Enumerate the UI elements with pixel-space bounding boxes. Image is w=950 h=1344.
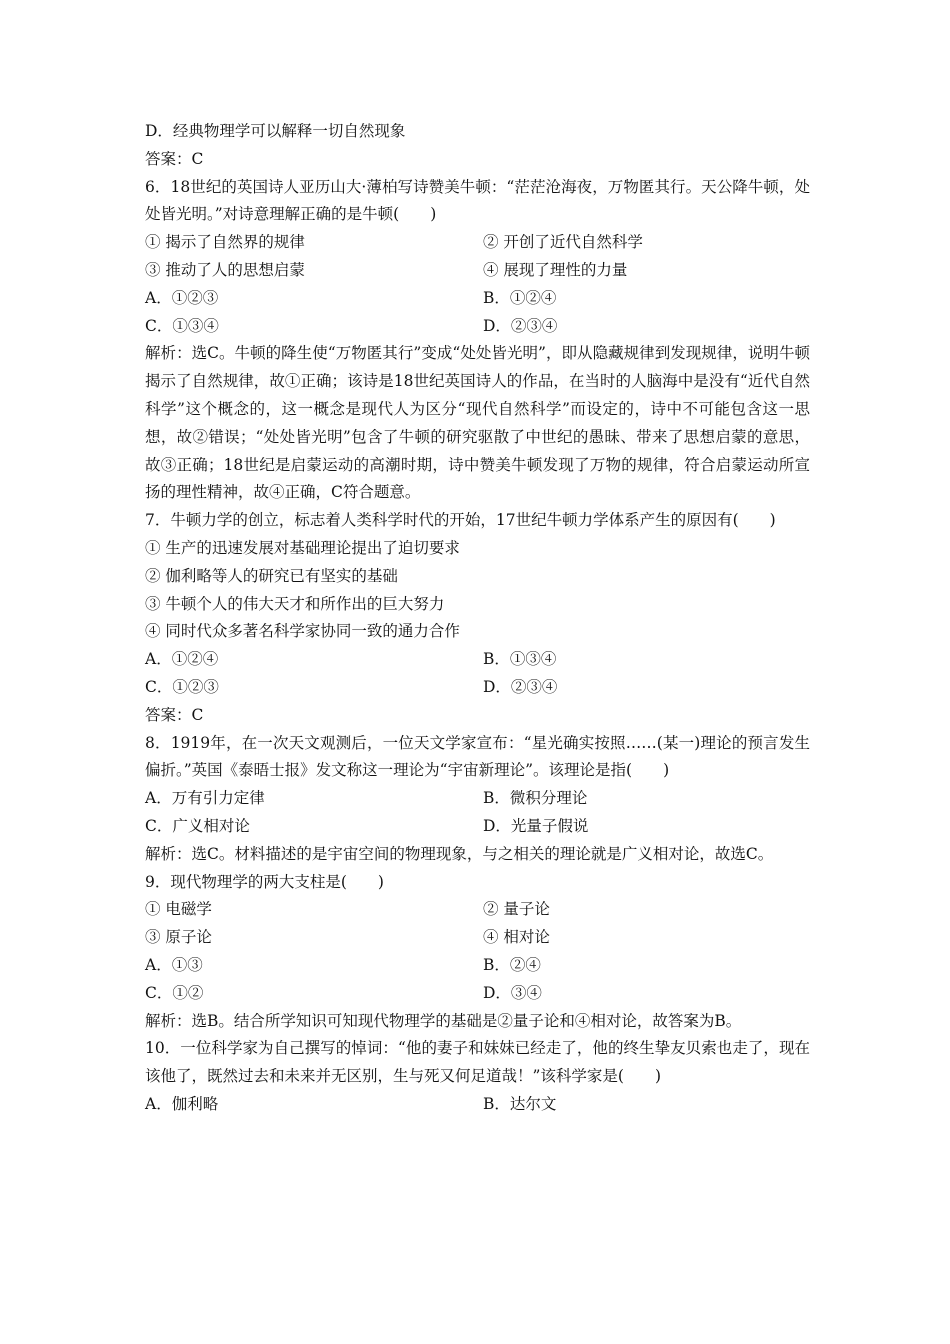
q5-option-d: D．经典物理学可以解释一切自然现象 — [145, 122, 406, 140]
q9-option-b: B．②④ — [483, 955, 541, 974]
q9-item-4: ④ 相对论 — [483, 928, 550, 947]
q9-items-row-2 — [145, 924, 810, 952]
q8-option-d: D．光量子假说 — [483, 816, 589, 835]
q9-options-row-1 — [145, 952, 810, 980]
q8-analysis: 解析：选C。材料描述的是宇宙空间的物理现象，与之相关的理论就是广义相对论，故选C。 — [145, 844, 774, 863]
q9-options-row-2 — [145, 980, 810, 1008]
q8-options-row-1 — [145, 785, 810, 813]
q8-options-row-2 — [145, 813, 810, 841]
q7-option-b: B．①③④ — [483, 650, 557, 669]
q6-option-d: D．②③④ — [483, 316, 558, 335]
q10-options-row-1 — [145, 1091, 810, 1119]
q7-option-a: A．①②④ — [145, 650, 219, 669]
q6-options-row-1 — [145, 285, 810, 313]
q9-option-c: C．①② — [145, 983, 204, 1002]
q6-option-b: B．①②④ — [483, 288, 557, 307]
q7-item-3: ③ 牛顿个人的伟大天才和所作出的巨大努力 — [145, 594, 445, 613]
q9-option-a: A．①③ — [145, 955, 203, 974]
q7-item-2: ② 伽利略等人的研究已有坚实的基础 — [145, 566, 398, 585]
q7-item-4: ④ 同时代众多著名科学家协同一致的通力合作 — [145, 622, 460, 641]
q6-items-row-2 — [145, 257, 810, 285]
q6-item-1: ① 揭示了自然界的规律 — [145, 233, 305, 252]
q6-option-c: C．①③④ — [145, 316, 219, 335]
q5-answer: 答案：C — [145, 149, 204, 168]
q6-item-3: ③ 推动了人的思想启蒙 — [145, 260, 305, 279]
q6-items-row-1 — [145, 229, 810, 257]
q9-item-1: ① 电磁学 — [145, 900, 212, 919]
q8-option-a: A．万有引力定律 — [145, 789, 265, 808]
q7-options-row-2 — [145, 674, 810, 702]
q8-stem: 8．1919年，在一次天文观测后，一位天文学家宣布：“星光确实按照……(某一)理论的预言发生偏折。”英国《泰晤士报》发文称这一理论为“宇宙新理论”。该理论是指( ) — [145, 733, 810, 780]
q9-analysis: 解析：选B。结合所学知识可知现代物理学的基础是②量子论和④相对论，故答案为B。 — [145, 1011, 742, 1030]
q9-item-3: ③ 原子论 — [145, 928, 212, 947]
q10-option-a: A．伽利略 — [145, 1094, 219, 1113]
q7-answer: 答案：C — [145, 705, 204, 724]
q7-item-1: ① 生产的迅速发展对基础理论提出了迫切要求 — [145, 538, 460, 557]
q9-option-d: D．③④ — [483, 983, 542, 1002]
q7-options-row-1 — [145, 646, 810, 674]
q6-item-2: ② 开创了近代自然科学 — [483, 233, 643, 252]
q7-stem: 7．牛顿力学的创立，标志着人类科学时代的开始，17世纪牛顿力学体系产生的原因有( ) — [145, 511, 776, 530]
q6-option-a: A．①②③ — [145, 288, 219, 307]
q10-stem: 10．一位科学家为自己撰写的悼词：“他的妻子和妹妹已经走了，他的终生挚友贝索也走了，现在该他了，既然过去和未来并无区别，生与死又何足道哉！”该科学家是( ) — [145, 1039, 810, 1086]
document-page — [145, 118, 810, 1119]
q6-options-row-2 — [145, 313, 810, 341]
q6-stem: 6．18世纪的英国诗人亚历山大·薄柏写诗赞美牛顿：“茫茫沧海夜，万物匿其行。天公降牛顿，处处皆光明。”对诗意理解正确的是牛顿( ) — [145, 177, 810, 224]
q9-items-row-1 — [145, 896, 810, 924]
q8-option-b: B．微积分理论 — [483, 789, 588, 808]
q6-analysis: 解析：选C。牛顿的降生使“万物匿其行”变成“处处皆光明”，即从隐藏规律到发现规律，说明牛顿揭示了自然规律，故①正确；该诗是18世纪英国诗人的作品，在当时的人脑海中是没有“近代自然科学”这个概念的，这一概念是现代人为区分“现代自然科学”而设定的，诗中不可能包含这一思想，故②错误；“处处皆光明”包含了牛顿的研究驱散了中世纪的愚昧、带来了思想启蒙的意思，故③正确；18世纪是启蒙运动的高潮时期，诗中赞美牛顿发现了万物的规律，符合启蒙运动所宣扬的理性精神，故④正确，C符合题意。 — [145, 344, 810, 502]
q8-option-c: C．广义相对论 — [145, 816, 250, 835]
q9-stem: 9．现代物理学的两大支柱是( ) — [145, 872, 384, 891]
q7-option-d: D．②③④ — [483, 677, 558, 696]
q9-item-2: ② 量子论 — [483, 900, 550, 919]
q10-option-b: B．达尔文 — [483, 1094, 557, 1113]
q7-option-c: C．①②③ — [145, 677, 219, 696]
q6-item-4: ④ 展现了理性的力量 — [483, 260, 628, 279]
